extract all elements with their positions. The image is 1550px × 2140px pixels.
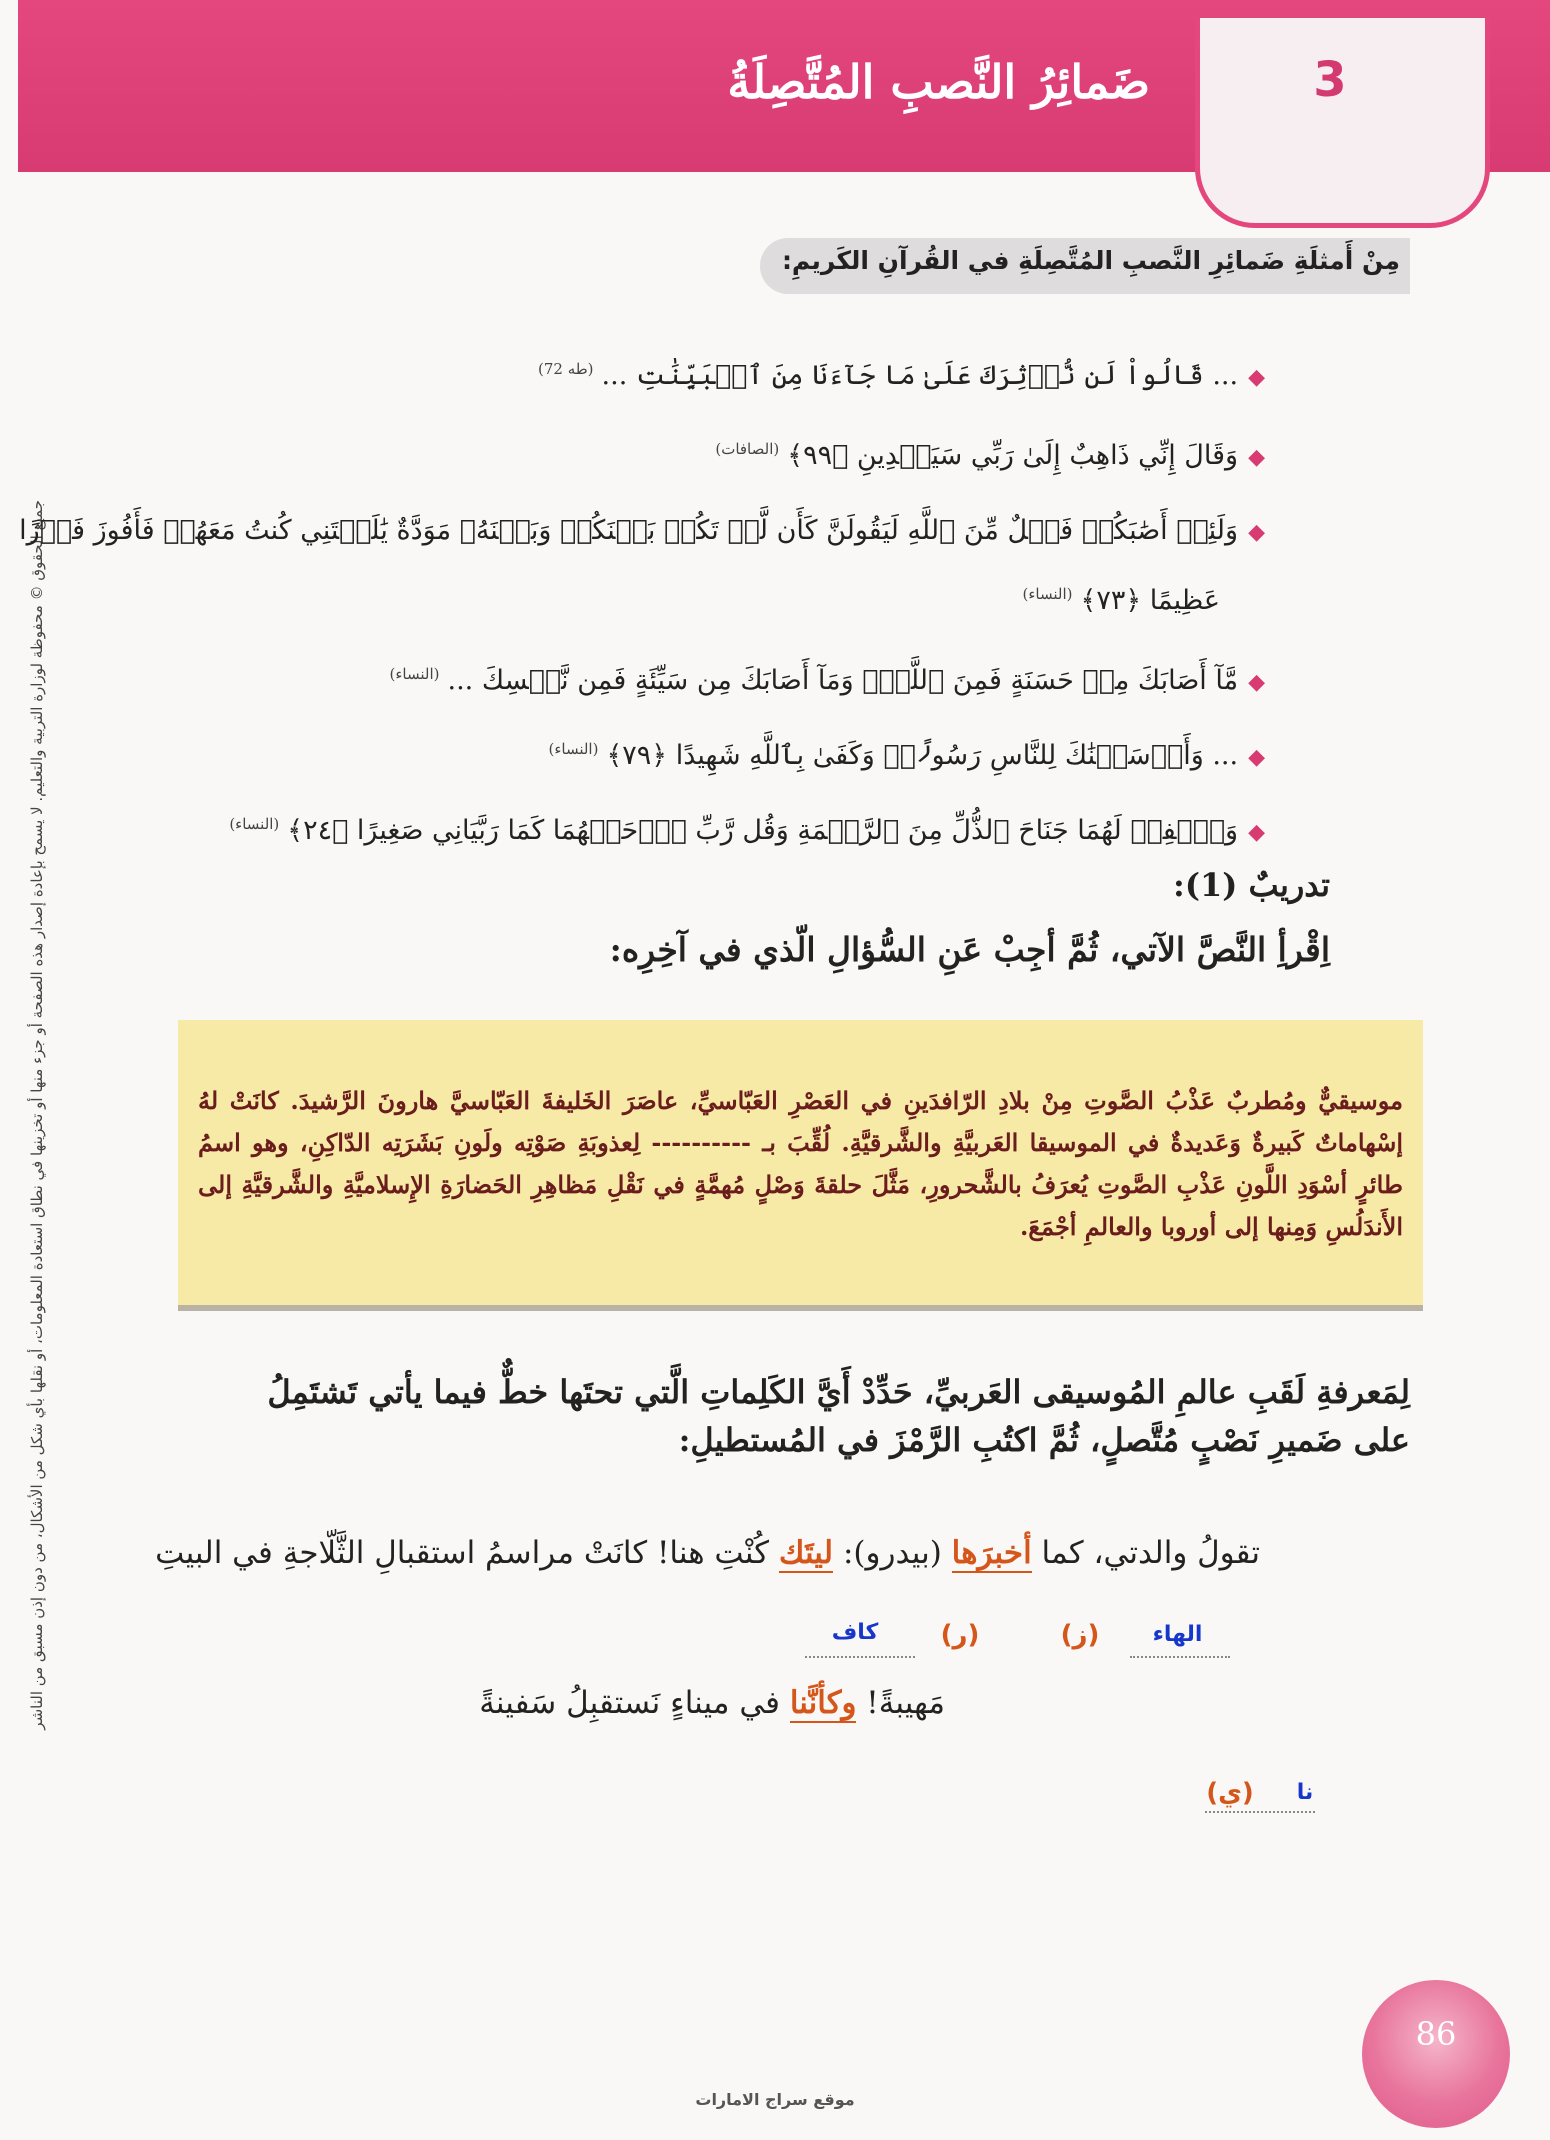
underlined-word: ليتَك [778, 1535, 834, 1571]
underlined-word: وكأنَّنا [789, 1685, 857, 1721]
bullet-icon: ◆ [1248, 445, 1265, 470]
verse-continuation [1023, 585, 1220, 616]
exercise-sentence-1: تقولُ والدتي، كما أخبرَها (بيدرو): ليتَك كُنْتِ هنا! كانَتْ مراسمُ استقبالِ الثَّلّاجةِ في البيتِ [155, 1535, 1260, 1571]
verse-reference: (طه 72) [537, 360, 594, 378]
verse [538, 360, 1265, 391]
verse [390, 665, 1265, 696]
verse-reference: (النساء) [548, 740, 599, 758]
verse-reference: (النساء) [389, 665, 440, 683]
training-title: تدريبٌ (1): [1173, 866, 1330, 904]
verse-text: عَظِيمًا ﴿٧٣﴾ [1080, 585, 1220, 616]
answer-code: (ز) [1060, 1620, 1100, 1650]
verse [715, 440, 1265, 471]
verse [229, 815, 1265, 846]
lesson-number-tab [1195, 18, 1490, 228]
answer-pronoun: الهاء [1152, 1622, 1203, 1647]
bullet-icon: ◆ [1248, 520, 1265, 545]
answer-code: (ي) [1206, 1778, 1254, 1808]
intro-heading: مِنْ أَمثلَةِ ضَمائِرِ النَّصبِ المُتَّصِلَةِ في القُرآنِ الكَريمِ: [781, 246, 1400, 275]
bullet-icon: ◆ [1248, 820, 1265, 845]
answer-pronoun: نا [1296, 1780, 1314, 1805]
page-number-badge [1362, 1980, 1510, 2128]
verse [19, 515, 1265, 546]
lesson-number: 3 [1313, 52, 1347, 108]
bullet-icon: ◆ [1248, 365, 1265, 390]
answer-code: (ر) [940, 1620, 980, 1650]
underlined-word: أخبرَها [951, 1535, 1032, 1571]
passage-text: موسيقيٌّ ومُطربٌ عَذْبُ الصَّوتِ مِنْ بلادِ الرّافدَينِ في العَصْرِ العَبّاسيِّ، عاصَرَ الخَليفةَ العَبّاسيَّ هارونَ الرَّشيدَ. كانَتْ لهُ إسْهاماتٌ كَبيرةٌ وَعَديدةٌ في الموسيقا العَربيَّةِ والشَّرقيَّةِ. لُقِّبَ بـ ---------- لِعذوبَةِ صَوْتِه ولَونِ بَشَرَتِه الدّاكِنِ، وهو اسمُ طائرٍ أسْوَدِ اللَّونِ عَذْبِ الصَّوتِ يُعرَفُ بالشَّحرورِ، مَثَّلَ حلقةَ وَصْلٍ مُهمَّةٍ في نَقْلِ مَظاهِرِ الحَضارَةِ الإِسلاميَّةِ والشَّرقيَّةِ إلى الأَندَلُسِ وَمِنها إلى أوروبا والعالمِ أجْمَعَ. [198, 1086, 1403, 1241]
answer-line[interactable] [1130, 1655, 1230, 1658]
verse-text: وَٱخۡفِضۡ لَهُمَا جَنَاحَ ٱلذُّلِّ مِنَ ٱلرَّحۡمَةِ وَقُل رَّبِّ ٱرۡحَمۡهُمَا كَمَا رَبَّيَانِي صَغِيرًا ﴿٢٤﴾ [287, 815, 1239, 846]
verse-reference: (الصافات) [715, 440, 780, 458]
verse-reference: (النساء) [1022, 585, 1073, 603]
answer-pronoun: كاف [831, 1620, 879, 1645]
question-text: لِمَعرفةِ لَقَبِ عالمِ المُوسيقى العَربيِّ، حَدِّدْ أَيَّ الكَلِماتِ الَّتي تحتَها خطٌّ فيما يأتي تَشتَمِلُ على ضَميرِ نَصْبٍ مُتَّصلٍ، ثُمَّ اكتُبِ الرَّمْزَ في المُستطيلِ: [267, 1373, 1410, 1459]
page-number: 86 [1415, 2015, 1457, 2053]
exercise-sentence-2: مَهيبةً! وكأنَّنا في ميناءٍ نَستقبِلُ سَفينةً [479, 1685, 945, 1721]
copyright-note: جميع الحقوق © محفوظة لوزارة التربية والتعليم. لا يسمح بإعادة إصدار هذه الصفحة أو جزء منها أو تخزينها في نطاق استعادة المعلومات، أو نقلها بأي شكل من الأشكال، من دون إذن مسبق من الناشر [28, 500, 46, 1730]
answer-line[interactable] [1205, 1810, 1315, 1813]
answer-line[interactable] [805, 1655, 915, 1658]
lesson-title: ضَمائِرُ النَّصبِ المُتَّصِلَةُ [727, 55, 1150, 109]
bullet-icon: ◆ [1248, 745, 1265, 770]
verse-text: مَّآ أَصَابَكَ مِنۡ حَسَنَةٍ فَمِنَ ٱللَّهِۖ وَمَآ أَصَابَكَ مِن سَيِّئَةٍ فَمِن نَّفۡسِكَ ... [447, 665, 1239, 696]
verse-text: ... قَالُواْ لَن نُّؤۡثِرَكَ عَلَىٰ مَا جَآءَنَا مِنَ ٱلۡبَيِّنَٰتِ ... [601, 360, 1239, 391]
verse-text: ... وَأَرۡسَلۡنَٰكَ لِلنَّاسِ رَسُولًاۚ وَكَفَىٰ بِٱللَّهِ شَهِيدًا ﴿٧٩﴾ [606, 740, 1239, 771]
verse-reference: (النساء) [229, 815, 280, 833]
training-instruction: اِقْرأِ النَّصَّ الآتي، ثُمَّ أجِبْ عَنِ السُّؤالِ الّذي في آخِرِه: [609, 930, 1330, 969]
verse [548, 740, 1265, 771]
footer-site-name: موقع سراج الامارات [695, 2090, 855, 2109]
verse-text: وَلَئِنۡ أَصَٰبَكُمۡ فَضۡلٌ مِّنَ ٱللَّهِ لَيَقُولَنَّ كَأَن لَّمۡ تَكُنۢ بَيۡنَكُمۡ وَبَيۡنَهُۥ مَوَدَّةٌ يَٰلَيۡتَنِي كُنتُ مَعَهُمۡ فَأَفُوزَ فَوۡزًا [19, 515, 1239, 546]
verse-text: وَقَالَ إِنِّي ذَاهِبٌ إِلَىٰ رَبِّي سَيَهۡدِينِ ﴿٩٩﴾ [787, 440, 1239, 471]
bullet-icon: ◆ [1248, 670, 1265, 695]
